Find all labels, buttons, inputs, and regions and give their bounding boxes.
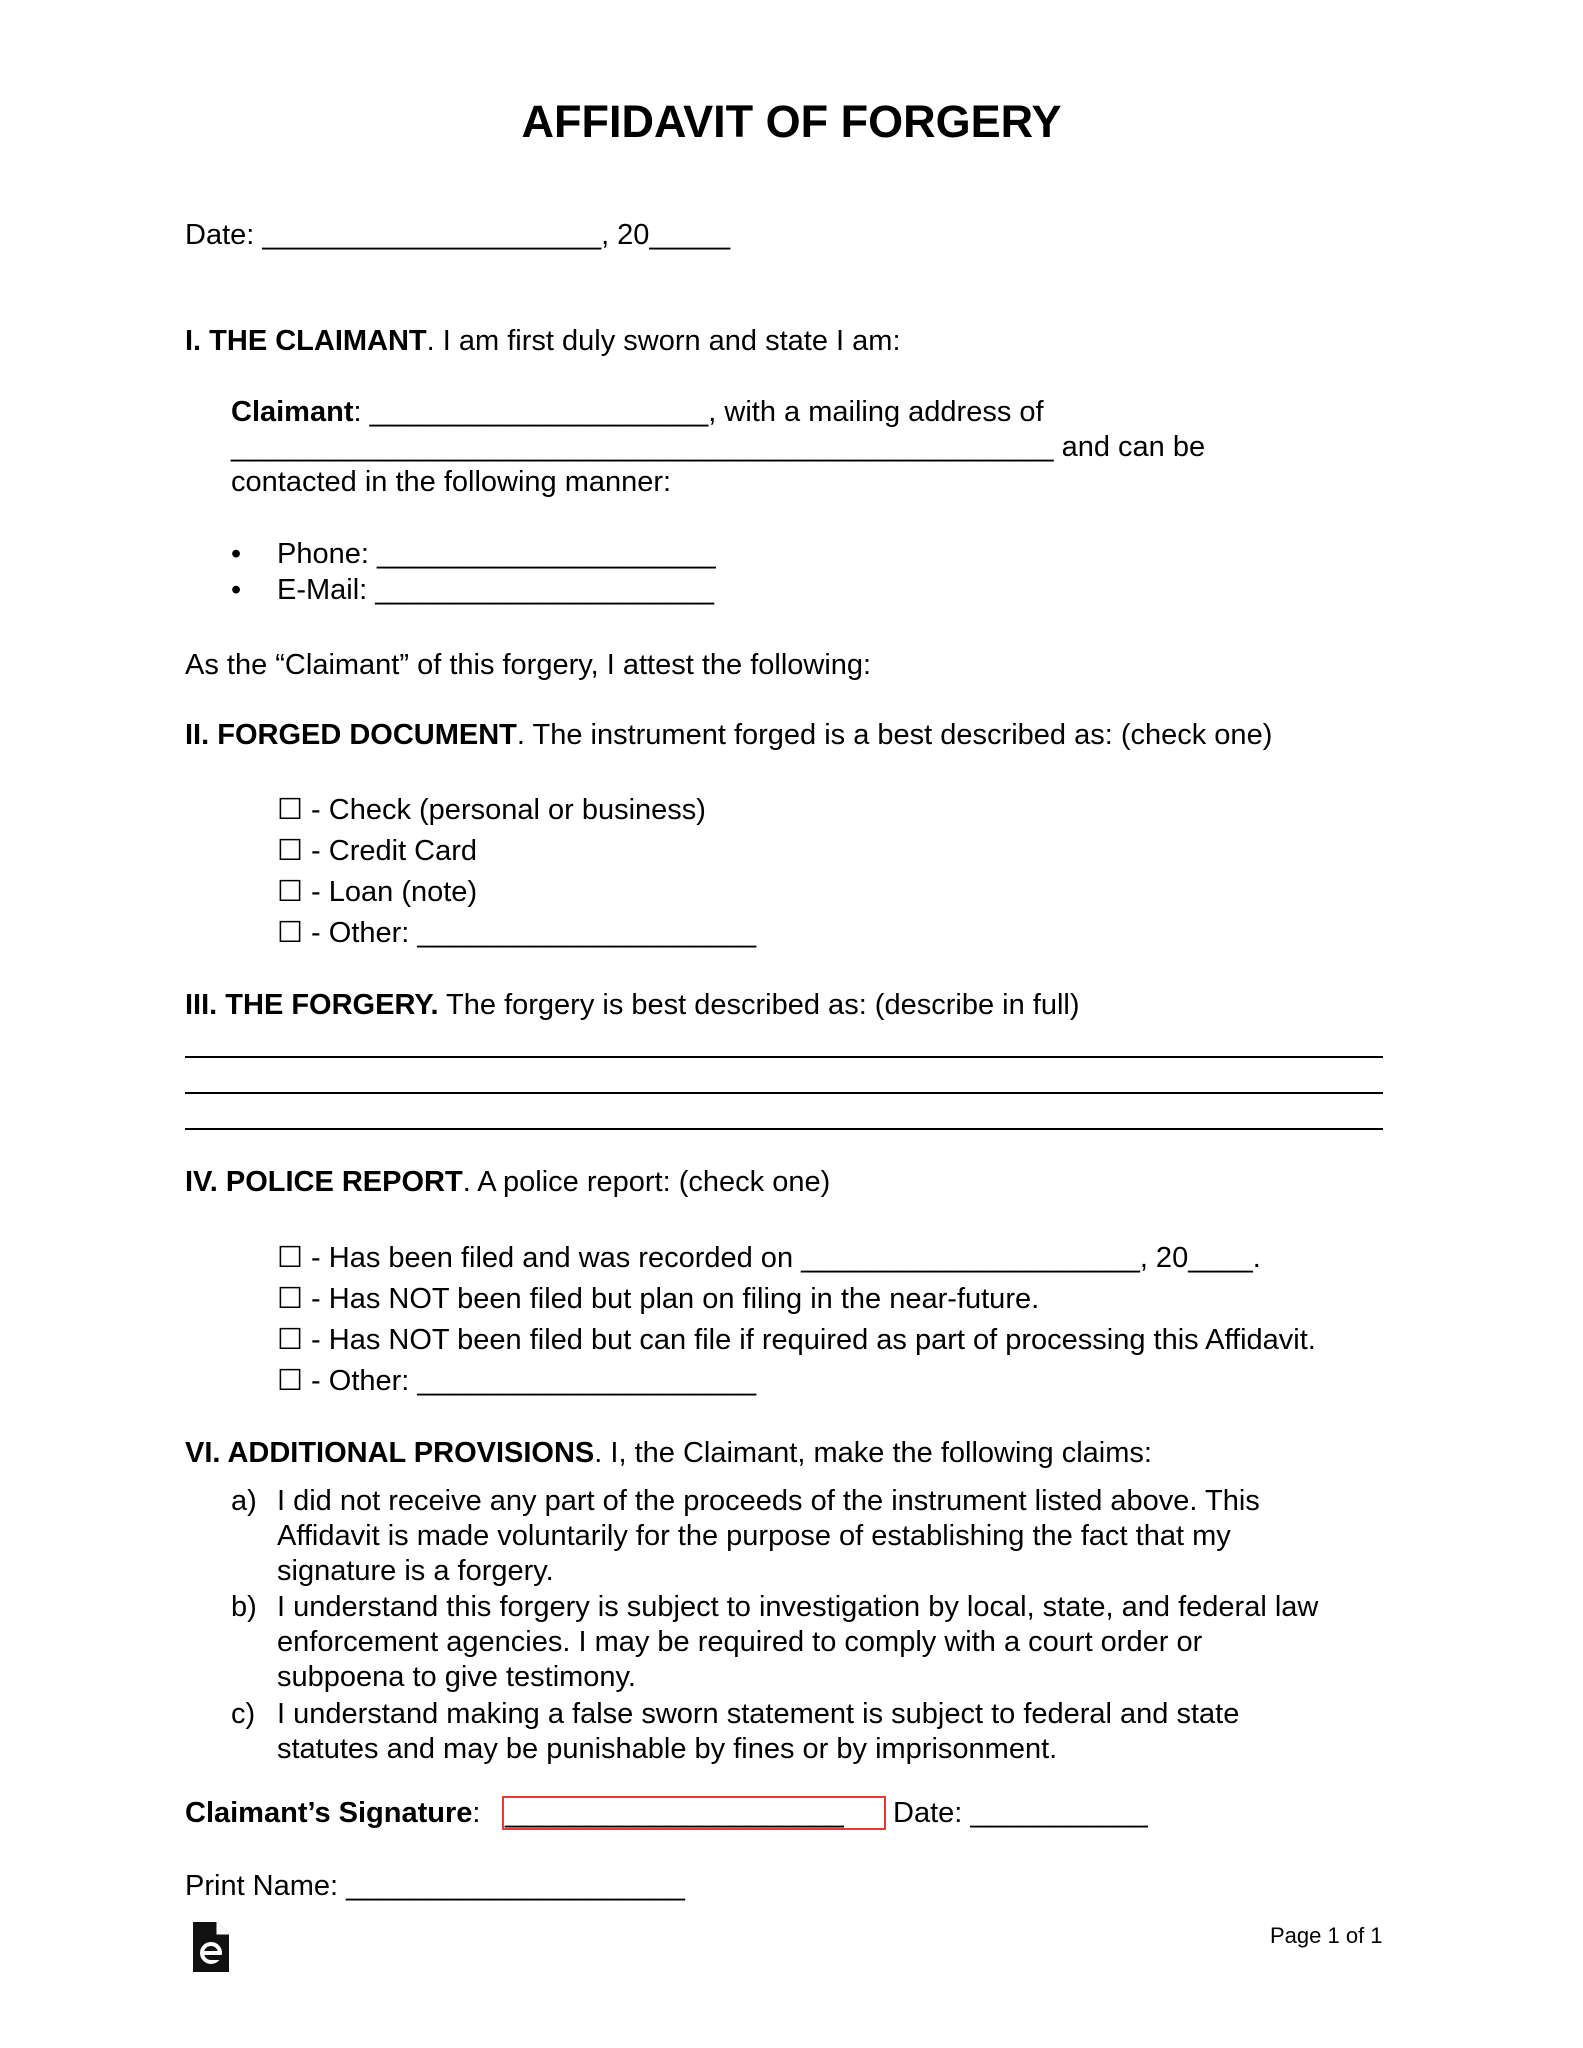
document-logo-icon bbox=[193, 1922, 229, 1972]
contact-manner-text: contacted in the following manner: bbox=[231, 466, 672, 498]
checkbox-option-filed[interactable]: ☐ - Has been filed and was recorded on _____________________, 20____. bbox=[277, 1242, 1261, 1274]
provision-text: enforcement agencies. I may be required to comply with a court order or bbox=[277, 1626, 1203, 1658]
provision-text: statutes and may be punishable by fines or by imprisonment. bbox=[277, 1733, 1058, 1765]
checkbox-option-other-report[interactable]: ☐ - Other: _____________________ bbox=[277, 1365, 757, 1397]
signature-highlight-box[interactable] bbox=[502, 1796, 886, 1830]
checkbox-option-credit-card[interactable]: ☐ - Credit Card bbox=[277, 835, 478, 867]
checkbox-option-loan[interactable]: ☐ - Loan (note) bbox=[277, 876, 478, 908]
checkbox-option-file-if-required[interactable]: ☐ - Has NOT been filed but can file if required as part of processing this Affidavit. bbox=[277, 1324, 1316, 1356]
email-field[interactable]: E-Mail: _____________________ bbox=[277, 574, 714, 606]
section-additional-provisions-title: VI. ADDITIONAL PROVISIONS bbox=[185, 1437, 595, 1469]
provision-text: signature is a forgery. bbox=[277, 1555, 554, 1587]
section-forged-document-title: II. FORGED DOCUMENT bbox=[185, 719, 517, 751]
forgery-description-line[interactable] bbox=[185, 1128, 1383, 1130]
provision-text: I understand making a false sworn statement is subject to federal and state bbox=[277, 1698, 1240, 1730]
bullet-icon: • bbox=[231, 574, 242, 606]
section-police-report-text: . A police report: (check one) bbox=[462, 1166, 831, 1198]
claimant-label: Claimant bbox=[231, 396, 354, 428]
provision-text: I understand this forgery is subject to investigation by local, state, and federal law bbox=[277, 1591, 1319, 1623]
section-additional-provisions-text: . I, the Claimant, make the following claims: bbox=[594, 1437, 1152, 1469]
signature-field[interactable]: _____________________ bbox=[505, 1797, 844, 1829]
section-forgery-title: III. THE FORGERY. bbox=[185, 989, 439, 1021]
signature-label: Claimant’s Signature bbox=[185, 1797, 473, 1829]
section-police-report-heading bbox=[185, 1165, 830, 1199]
section-forged-document-heading bbox=[185, 718, 1272, 752]
checkbox-option-plan-filing[interactable]: ☐ - Has NOT been filed but plan on filing in the near-future. bbox=[277, 1283, 1040, 1315]
claimant-line[interactable] bbox=[231, 395, 1044, 429]
section-claimant-title: I. THE CLAIMANT bbox=[185, 325, 427, 357]
print-name-field[interactable]: Print Name: _____________________ bbox=[185, 1870, 685, 1902]
section-forgery-heading bbox=[185, 988, 1080, 1022]
signature-colon: : bbox=[472, 1797, 481, 1829]
bullet-icon: • bbox=[231, 538, 242, 570]
signature-date-field[interactable]: Date: ___________ bbox=[893, 1797, 1148, 1829]
mailing-address-field[interactable]: ___________________________________________________ and can be bbox=[231, 431, 1206, 463]
provision-label: a) bbox=[231, 1485, 257, 1517]
section-additional-provisions-heading bbox=[185, 1436, 1152, 1470]
phone-field[interactable]: Phone: _____________________ bbox=[277, 538, 716, 570]
section-claimant-heading bbox=[185, 324, 901, 358]
provision-text: subpoena to give testimony. bbox=[277, 1661, 636, 1693]
date-line[interactable]: Date: _____________________, 20_____ bbox=[185, 219, 731, 251]
section-police-report-title: IV. POLICE REPORT bbox=[185, 1166, 463, 1198]
forgery-description-line[interactable] bbox=[185, 1056, 1383, 1058]
provision-label: c) bbox=[231, 1698, 256, 1730]
checkbox-option-other[interactable]: ☐ - Other: _____________________ bbox=[277, 917, 757, 949]
attest-statement: As the “Claimant” of this forgery, I attest the following: bbox=[185, 649, 872, 681]
section-claimant-text: . I am first duly sworn and state I am: bbox=[426, 325, 901, 357]
provision-text: Affidavit is made voluntarily for the purpose of establishing the fact that my bbox=[277, 1520, 1231, 1552]
checkbox-option-check[interactable]: ☐ - Check (personal or business) bbox=[277, 794, 706, 826]
section-forged-document-text: . The instrument forged is a best described as: (check one) bbox=[516, 719, 1273, 751]
provision-label: b) bbox=[231, 1591, 257, 1623]
signature-row bbox=[185, 1796, 480, 1830]
forgery-description-line[interactable] bbox=[185, 1092, 1383, 1094]
claimant-name-field[interactable]: : _____________________, with a mailing address of bbox=[353, 396, 1044, 428]
provision-text: I did not receive any part of the proceeds of the instrument listed above. This bbox=[277, 1485, 1260, 1517]
section-forgery-text: The forgery is best described as: (describe in full) bbox=[438, 989, 1080, 1021]
page-number: Page 1 of 1 bbox=[1270, 1923, 1383, 1948]
document-title: AFFIDAVIT OF FORGERY bbox=[521, 96, 1062, 147]
